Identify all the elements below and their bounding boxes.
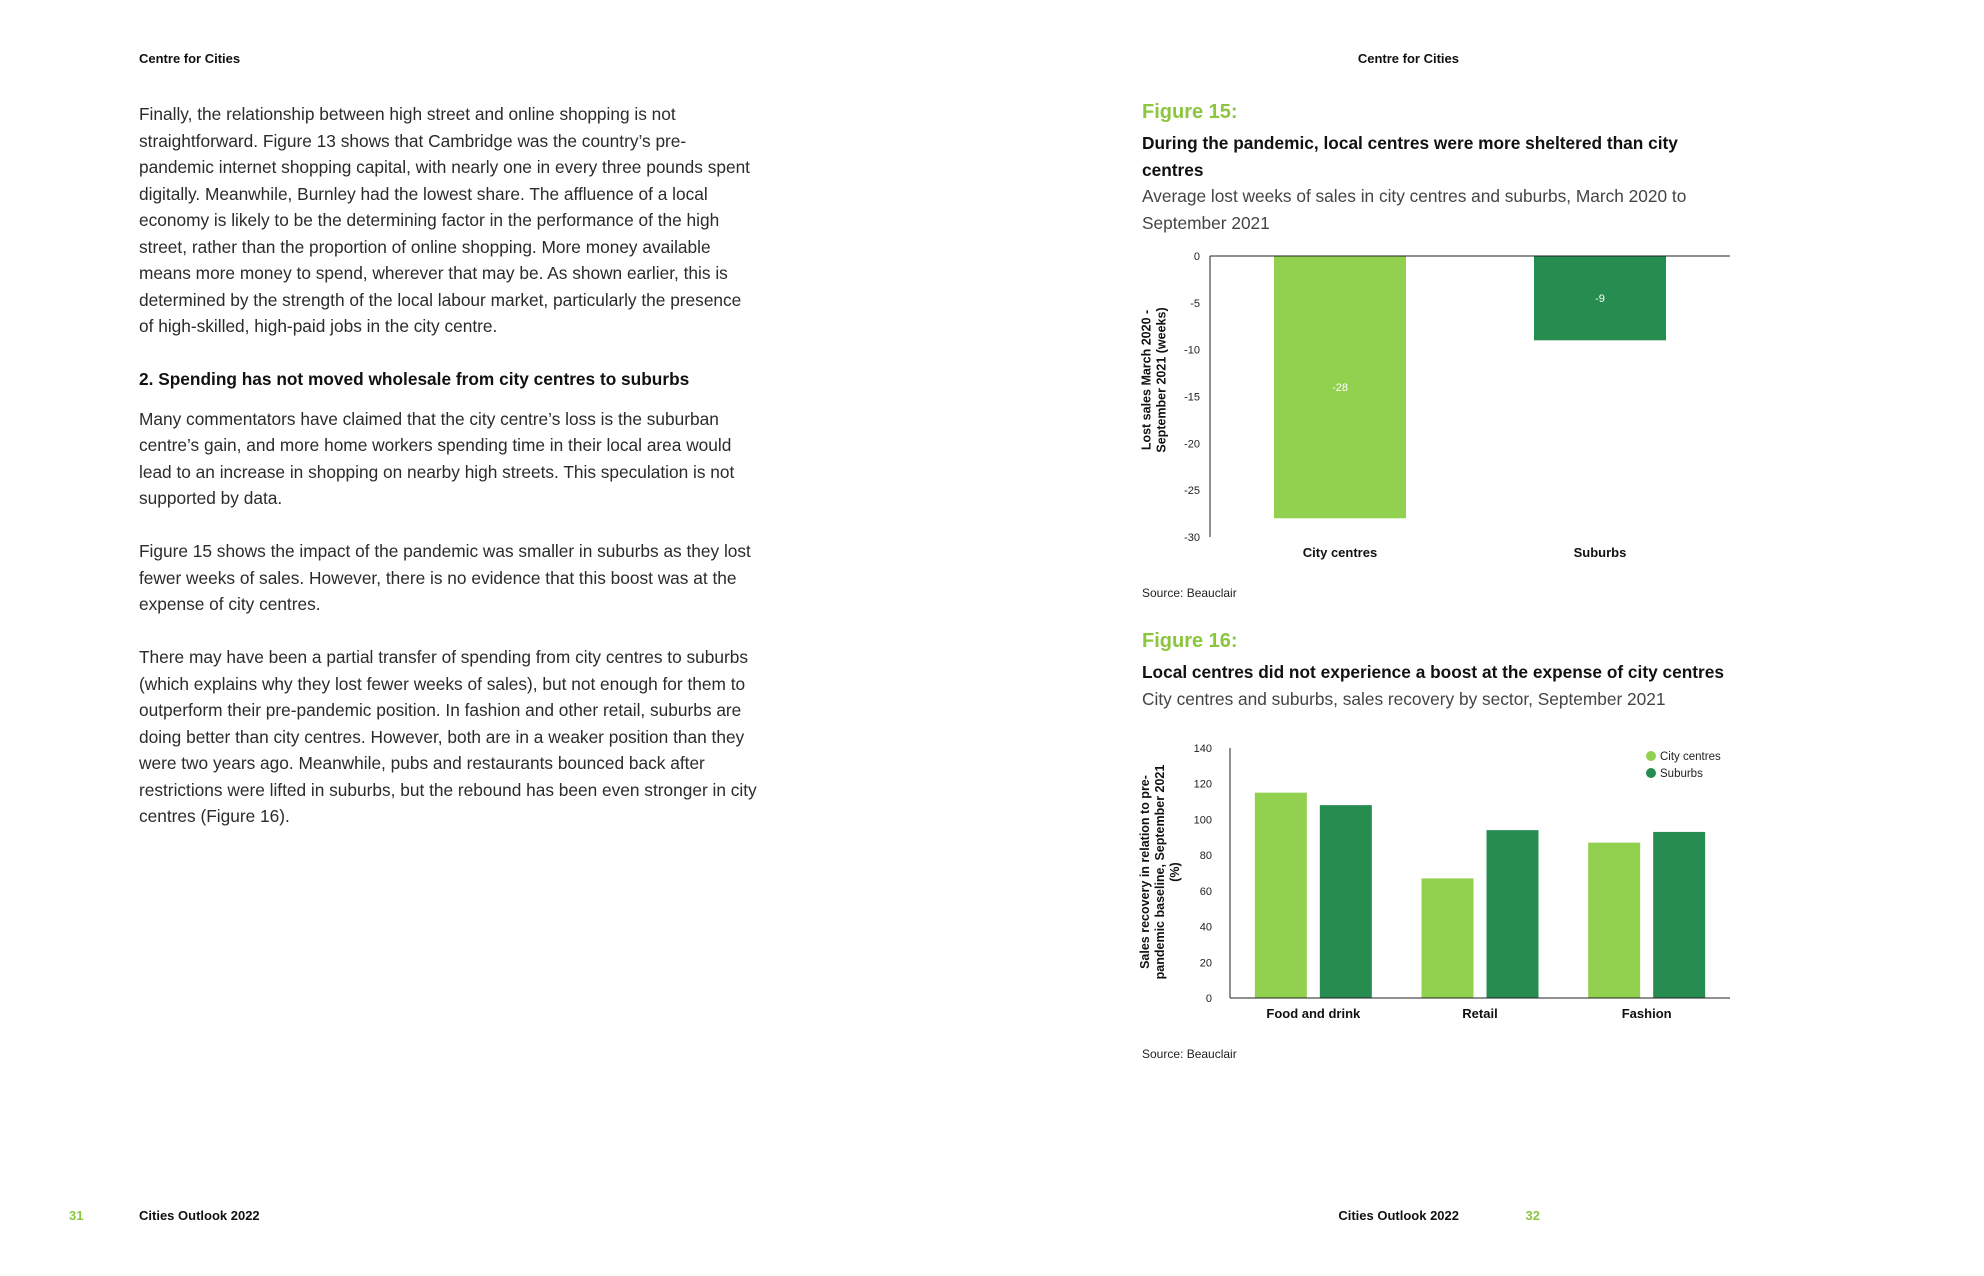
- figure-16-subtitle: City centres and suburbs, sales recovery by sector, September 2021: [1142, 688, 1666, 709]
- figure-16-source: Source: Beauclair: [1142, 1047, 1237, 1061]
- section-heading: 2. Spending has not moved wholesale from city centres to suburbs: [139, 369, 690, 389]
- paragraph-1: Finally, the relationship between high street and online shopping is not straightforward. Figure 13 shows that Cambridge was the country’s pre-pandemic internet shopping capital, with nearly one in every three pounds spent digitally. Meanwhile, Burnley had the lowest share. The affluence of a local economy is likely to be the determining factor in the performance of the high street, rather than the proportion of online shopping. More money available means more money to spend, wherever that may be. As shown earlier, this is determined by the strength of the local labour market, particularly the presence of high-skilled, high-paid jobs in the city centre.: [139, 104, 750, 336]
- figure-16-title: Local centres did not experience a boost at the expense of city centres: [1142, 662, 1724, 682]
- chart2-y-axis-label: Sales recovery in relation to pre-pandemic baseline, September 2021(%): [1138, 764, 1182, 980]
- left-page-body: [139, 101, 759, 856]
- chart2-bar: [1653, 832, 1705, 998]
- figure-15-label: Figure 15:: [1142, 101, 1238, 123]
- chart1-y-tick: -5: [1190, 297, 1200, 310]
- chart1-y-axis-label: Lost sales March 2020 -September 2021 (weeks): [1139, 307, 1169, 453]
- chart2-y-tick: 20: [1199, 957, 1212, 970]
- chart2-x-tick: Fashion: [1621, 1006, 1672, 1021]
- chart1-y-tick: -25: [1184, 485, 1200, 498]
- figure-16-label: Figure 16:: [1142, 630, 1238, 652]
- chart2-bar: [1487, 830, 1539, 998]
- chart2-bar: [1255, 793, 1307, 998]
- paragraph-2: Many commentators have claimed that the city centre’s loss is the suburban centre’s gain, and more home workers spending time in their local area would lead to an increase in shopping on nearby high streets. This speculation is not supported by data.: [139, 408, 735, 508]
- chart2-y-tick: 120: [1193, 778, 1212, 791]
- figure-15-chart: [1130, 240, 1750, 570]
- header-left: Centre for Cities: [139, 51, 241, 66]
- chart2-bar: [1588, 843, 1640, 998]
- left-page-number: 31: [69, 1208, 84, 1223]
- chart1-x-tick: Suburbs: [1573, 545, 1627, 560]
- chart2-y-tick: 140: [1193, 743, 1212, 755]
- chart2-y-tick: 100: [1193, 814, 1212, 827]
- chart1-data-label: -28: [1332, 382, 1348, 395]
- chart2-legend-label: City centres: [1660, 751, 1721, 763]
- chart2-x-tick: Retail: [1462, 1006, 1498, 1021]
- chart2-legend-marker: [1646, 768, 1656, 778]
- footer-right-title: Cities Outlook 2022: [1338, 1208, 1459, 1223]
- figure-15-title: During the pandemic, local centres were more sheltered than city centres: [1142, 133, 1678, 180]
- chart2-y-tick: 80: [1199, 850, 1212, 863]
- right-page-number: 32: [1525, 1208, 1540, 1223]
- figure-15-header: [1142, 101, 1742, 236]
- chart2-x-tick: Food and drink: [1266, 1006, 1361, 1021]
- chart1-y-tick: -20: [1184, 438, 1200, 451]
- figure-15-source: Source: Beauclair: [1142, 586, 1237, 600]
- chart1-y-tick: -15: [1184, 391, 1200, 404]
- figure-16-chart: [1130, 736, 1750, 1036]
- chart2-legend-marker: [1646, 751, 1656, 761]
- chart1-y-tick: 0: [1193, 251, 1200, 263]
- paragraph-3: Figure 15 shows the impact of the pandemic was smaller in suburbs as they lost fewer weeks of sales. However, there is no evidence that this boost was at the expense of city centres.: [139, 541, 751, 614]
- figure-16-header: [1142, 630, 1742, 712]
- chart2-y-tick: 60: [1199, 885, 1212, 898]
- figure-15-subtitle: Average lost weeks of sales in city centres and suburbs, March 2020 to September 2021: [1142, 186, 1687, 233]
- chart2-y-tick: 40: [1199, 921, 1212, 934]
- chart1-x-tick: City centres: [1302, 545, 1378, 560]
- chart2-legend-label: Suburbs: [1660, 768, 1703, 780]
- paragraph-4: There may have been a partial transfer of spending from city centres to suburbs (which explains why they lost fewer weeks of sales), but not enough for them to outperform their pre-pandemic position. In fashion and other retail, suburbs are doing better than city centres. However, both are in a weaker position than they were two years ago. Meanwhile, pubs and restaurants bounced back after restrictions were lifted in suburbs, but the rebound has been even stronger in city centres (Figure 16).: [139, 647, 757, 826]
- chart2-bar: [1320, 805, 1372, 998]
- chart2-bar: [1422, 878, 1474, 998]
- chart1-data-label: -9: [1595, 293, 1605, 306]
- header-right: Centre for Cities: [1357, 51, 1459, 66]
- footer-left-title: Cities Outlook 2022: [139, 1208, 260, 1223]
- chart2-y-tick: 0: [1205, 993, 1212, 1005]
- chart1-y-tick: -10: [1184, 344, 1200, 357]
- chart1-y-tick: -30: [1184, 532, 1200, 544]
